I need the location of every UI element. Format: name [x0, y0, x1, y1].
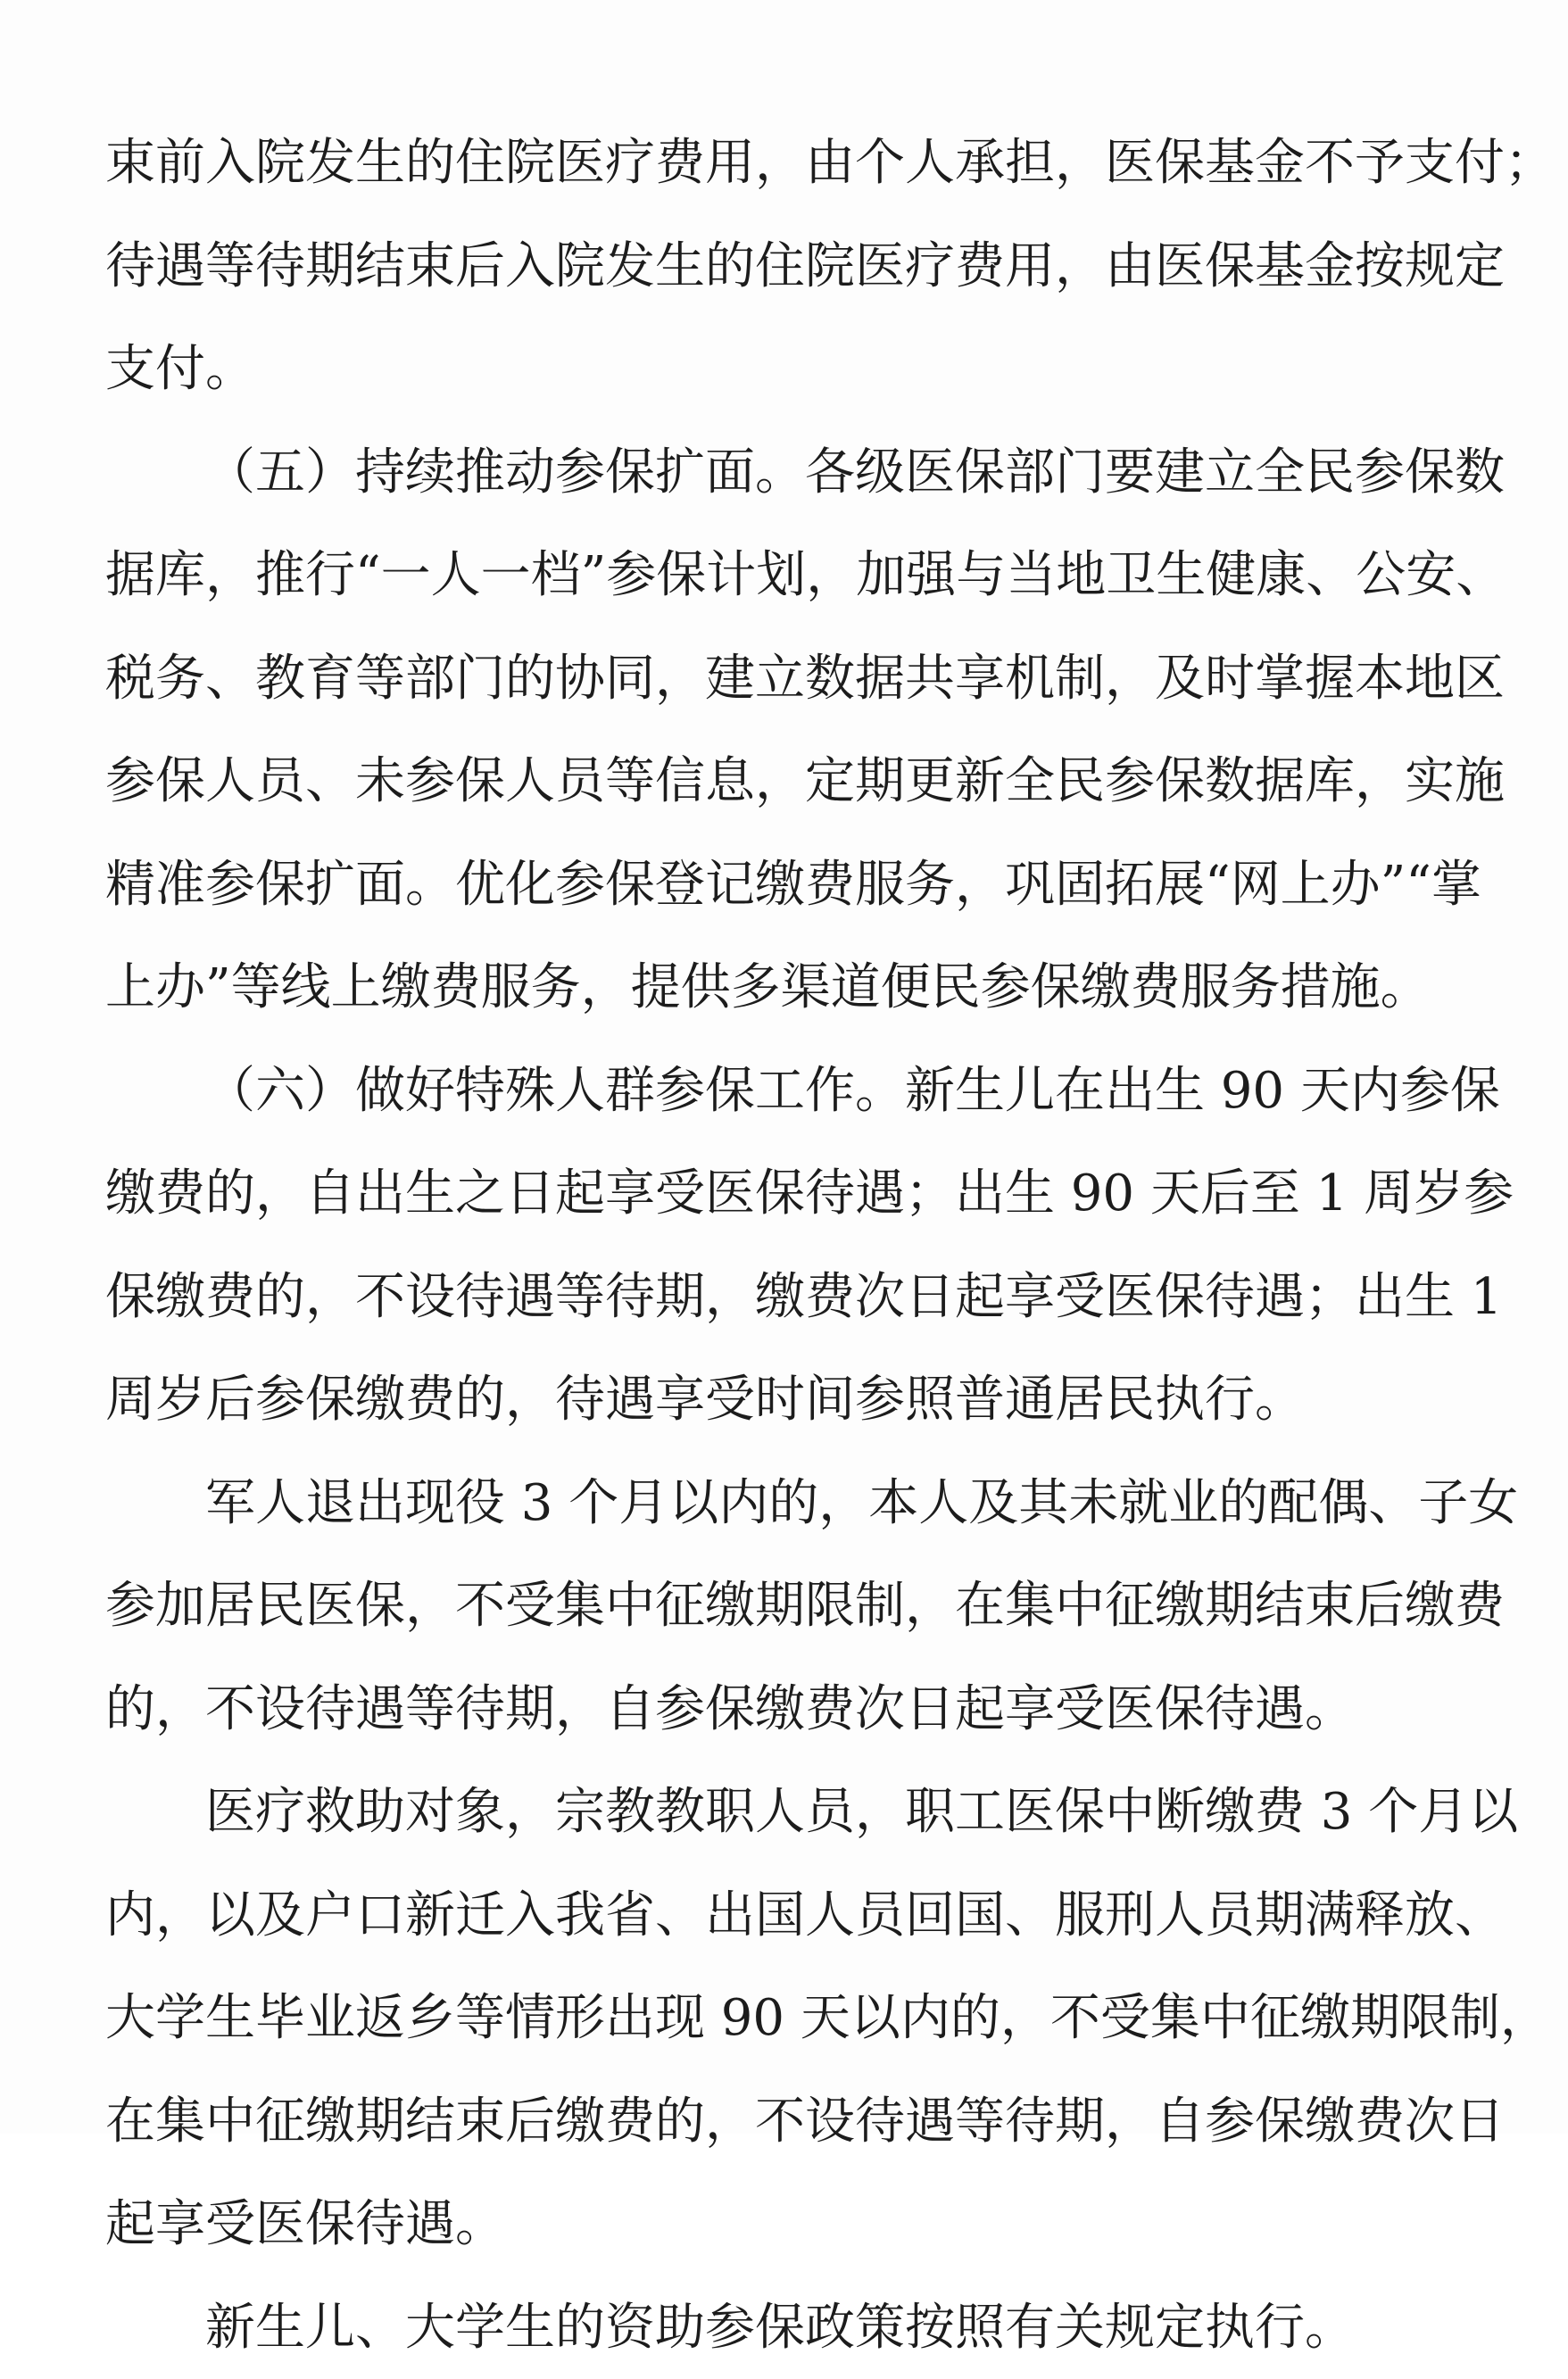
text-line: 束前入院发生的住院医疗费用，由个人承担，医保基金不予支付；: [105, 112, 1471, 215]
text-line: 精准参保扩面。优化参保登记缴费服务，巩固拓展“网上办”“掌: [105, 833, 1471, 937]
document-body: [105, 112, 1471, 2379]
text-line: 待遇等待期结束后入院发生的住院医疗费用，由医保基金按规定: [105, 215, 1471, 319]
text-line: 上办”等线上缴费服务，提供多渠道便民参保缴费服务措施。: [105, 936, 1471, 1040]
text-line: 税务、教育等部门的协同，建立数据共享机制，及时掌握本地区: [105, 627, 1471, 731]
paragraph-first-line: 军人退出现役 3 个月以内的，本人及其未就业的配偶、子女: [105, 1452, 1471, 1555]
text-line: 保缴费的，不设待遇等待期，缴费次日起享受医保待遇；出生 1: [105, 1246, 1471, 1349]
paragraph-first-line: 新生儿、大学生的资助参保政策按照有关规定执行。: [105, 2276, 1471, 2379]
paragraph-first-line: 医疗救助对象，宗教教职人员，职工医保中断缴费 3 个月以: [105, 1761, 1471, 1864]
text-line: 参加居民医保，不受集中征缴期限制，在集中征缴期结束后缴费: [105, 1554, 1471, 1658]
text-line: 周岁后参保缴费的，待遇享受时间参照普通居民执行。: [105, 1348, 1471, 1452]
text-line: 的，不设待遇等待期，自参保缴费次日起享受医保待遇。: [105, 1658, 1471, 1761]
text-line: 参保人员、未参保人员等信息，定期更新全民参保数据库，实施: [105, 730, 1471, 833]
section-heading-line: （六）做好特殊人群参保工作。新生儿在出生 90 天内参保: [105, 1040, 1471, 1143]
text-line: 在集中征缴期结束后缴费的，不设待遇等待期，自参保缴费次日: [105, 2070, 1471, 2174]
text-line: 起享受医保待遇。: [105, 2173, 1471, 2276]
text-line: 大学生毕业返乡等情形出现 90 天以内的，不受集中征缴期限制，: [105, 1967, 1471, 2070]
text-line: 据库，推行“一人一档”参保计划，加强与当地卫生健康、公安、: [105, 524, 1471, 627]
text-line: 缴费的，自出生之日起享受医保待遇；出生 90 天后至 1 周岁参: [105, 1142, 1471, 1246]
text-line: 内，以及户口新迁入我省、出国人员回国、服刑人员期满释放、: [105, 1864, 1471, 1968]
text-line: 支付。: [105, 318, 1471, 421]
section-heading-line: （五）持续推动参保扩面。各级医保部门要建立全民参保数: [105, 421, 1471, 525]
